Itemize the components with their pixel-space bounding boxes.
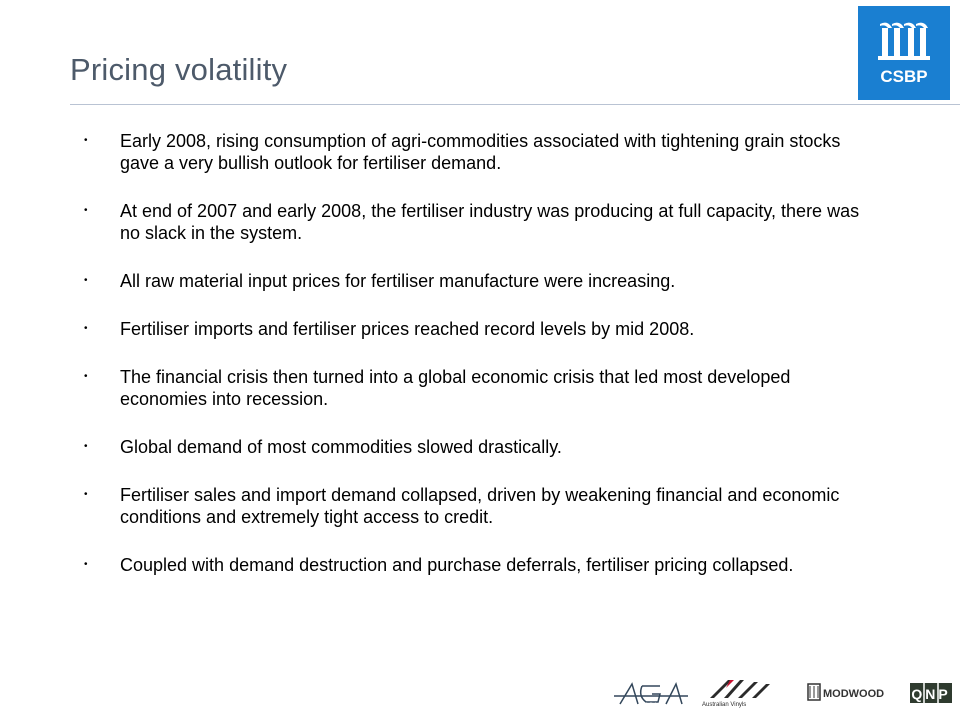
bullet-item [84,130,874,174]
bullet-text: All raw material input prices for fertiliser manufacture were increasing. [120,271,676,291]
aga-logo-text: AGA [644,703,658,708]
bullet-item [84,554,874,576]
bullet-dot-icon: • [84,205,88,216]
bullet-dot-icon: • [84,323,88,334]
bullet-text: At end of 2007 and early 2008, the fertiliser industry was producing at full capacity, there was no slack in the system. [120,201,860,243]
bullet-item [84,484,874,528]
bullet-dot-icon: • [84,275,88,286]
australian-vinyls-text: Australian Vinyls [702,702,747,708]
bullet-text: Fertiliser sales and import demand collapsed, driven by weakening financial and economic conditions and extremely tight access to credit. [120,485,840,527]
bullet-text: Fertiliser imports and fertiliser prices reached record levels by mid 2008. [120,319,695,339]
qnp-logo [908,678,954,708]
australian-vinyls-logo [700,678,786,708]
footer-logo-strip [612,678,956,708]
bullet-item [84,200,874,244]
bullet-text: The financial crisis then turned into a global economic crisis that led most developed economies into recession. [120,367,791,409]
bullet-list [84,130,874,602]
aga-logo [612,678,690,708]
logo-text: CSBP [880,67,928,86]
bullet-item [84,366,874,410]
bullet-dot-icon: • [84,371,88,382]
bullet-item [84,436,874,458]
modwood-text: MODWOOD [823,688,885,700]
slide-title: Pricing volatility [70,52,288,87]
bullet-item [84,270,874,292]
bullet-dot-icon: • [84,135,88,146]
csbp-logo [858,6,950,100]
bullet-dot-icon: • [84,559,88,570]
bullet-dot-icon: • [84,441,88,452]
bullet-dot-icon: • [84,489,88,500]
qnp-text: QNP [911,686,951,702]
bullet-item [84,318,874,340]
modwood-logo [806,678,888,708]
title-divider [70,104,960,105]
bullet-text: Coupled with demand destruction and purchase deferrals, fertiliser pricing collapsed. [120,555,794,575]
bullet-text: Global demand of most commodities slowed drastically. [120,437,562,457]
bullet-text: Early 2008, rising consumption of agri-commodities associated with tightening grain stocks gave a very bullish outlook for fertiliser demand. [120,131,841,173]
